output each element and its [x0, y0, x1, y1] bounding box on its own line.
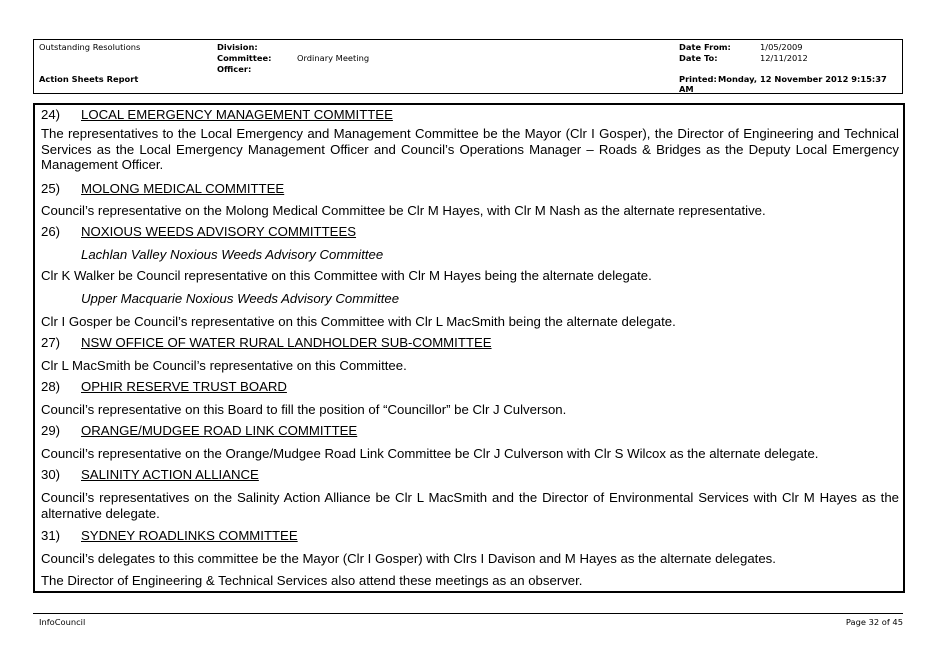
sub-heading-upper-macquarie: Upper Macquarie Noxious Weeds Advisory Committee: [81, 291, 400, 306]
resolution-text-28: Council’s representative on this Board to fill the position of “Councillor” be Clr J Culverson.: [41, 402, 567, 417]
resolution-text-27: Clr L MacSmith be Council’s representative on this Committee.: [41, 358, 407, 373]
date-from-value: 1/05/2009: [760, 42, 803, 52]
date-to-label: Date To:: [679, 53, 718, 63]
item-title: NSW OFFICE OF WATER RURAL LANDHOLDER SUB-COMMITTEE: [81, 335, 492, 350]
item-heading-28: [41, 379, 287, 394]
sub-heading-lachlan: Lachlan Valley Noxious Weeds Advisory Committee: [81, 247, 384, 262]
item-number: 24): [41, 107, 61, 122]
item-title: NOXIOUS WEEDS ADVISORY COMMITTEES: [81, 224, 357, 239]
resolution-text-26a: Clr K Walker be Council representative on this Committee with Clr M Hayes being the alternate delegate.: [41, 268, 652, 283]
resolution-text-26b: Clr I Gosper be Council’s representative on this Committee with Clr L MacSmith being the alternate delegate.: [41, 314, 676, 329]
officer-label: Officer:: [217, 64, 252, 74]
item-number: 25): [41, 181, 61, 196]
item-heading-30: [41, 467, 259, 482]
item-title: SYDNEY ROADLINKS COMMITTEE: [81, 528, 298, 543]
date-to-value: 12/11/2012: [760, 53, 808, 63]
report-name: Outstanding Resolutions: [39, 42, 141, 52]
item-number: 31): [41, 528, 61, 543]
item-number: 26): [41, 224, 61, 239]
item-number: 29): [41, 423, 61, 438]
item-title: SALINITY ACTION ALLIANCE: [81, 467, 259, 482]
report-header: [33, 39, 903, 94]
item-heading-29: [41, 423, 357, 438]
item-title: LOCAL EMERGENCY MANAGEMENT COMMITTEE: [81, 107, 393, 122]
resolution-text-30: Council’s representatives on the Salinity Action Alliance be Clr L MacSmith and the Director of Environmental Services with Clr M Hayes as the alternative delegate.: [41, 490, 899, 521]
resolution-text-31a: Council’s delegates to this committee be the Mayor (Clr I Gosper) with Clrs I Davison and M Hayes as the alternate delegates.: [41, 551, 776, 566]
resolution-text-29: Council’s representative on the Orange/Mudgee Road Link Committee be Clr J Culverson with Clr S Wilcox as the alternate delegate.: [41, 446, 819, 461]
item-heading-25: [41, 181, 284, 196]
item-number: 30): [41, 467, 61, 482]
footer-divider: [33, 613, 903, 614]
committee-value: Ordinary Meeting: [297, 53, 370, 63]
printed-label: Printed:: [679, 74, 717, 84]
printed-value: Monday, 12 November 2012 9:15:37: [718, 74, 887, 84]
resolutions-content: [33, 103, 905, 593]
item-title: MOLONG MEDICAL COMMITTEE: [81, 181, 285, 196]
item-number: 28): [41, 379, 61, 394]
item-title: ORANGE/MUDGEE ROAD LINK COMMITTEE: [81, 423, 358, 438]
report-type: Action Sheets Report: [39, 74, 139, 84]
item-title: OPHIR RESERVE TRUST BOARD: [81, 379, 287, 394]
footer-app-name: InfoCouncil: [39, 617, 86, 627]
division-label: Division:: [217, 42, 258, 52]
resolution-text-31b: The Director of Engineering & Technical Services also attend these meetings as an observer.: [41, 573, 583, 588]
item-heading-27: [41, 335, 492, 350]
page-number: Page 32 of 45: [845, 617, 903, 627]
committee-label: Committee:: [217, 53, 272, 63]
printed-value-continued: AM: [679, 84, 694, 94]
resolution-text-24: The representatives to the Local Emergency and Management Committee be the Mayor (Clr I Gosper), the Director of Engineering and Technical Services as the Local Emergency Management Officer and Council’s Operations Manager – Roads & Bridges as the Deputy Local Emergency Management Officer.: [41, 126, 899, 172]
item-heading-26: [41, 224, 356, 239]
item-heading-24: [41, 107, 393, 122]
item-heading-31: [41, 528, 298, 543]
date-from-label: Date From:: [679, 42, 731, 52]
resolution-text-25: Council’s representative on the Molong Medical Committee be Clr M Hayes, with Clr M Nash as the alternate representative.: [41, 203, 766, 218]
item-number: 27): [41, 335, 61, 350]
